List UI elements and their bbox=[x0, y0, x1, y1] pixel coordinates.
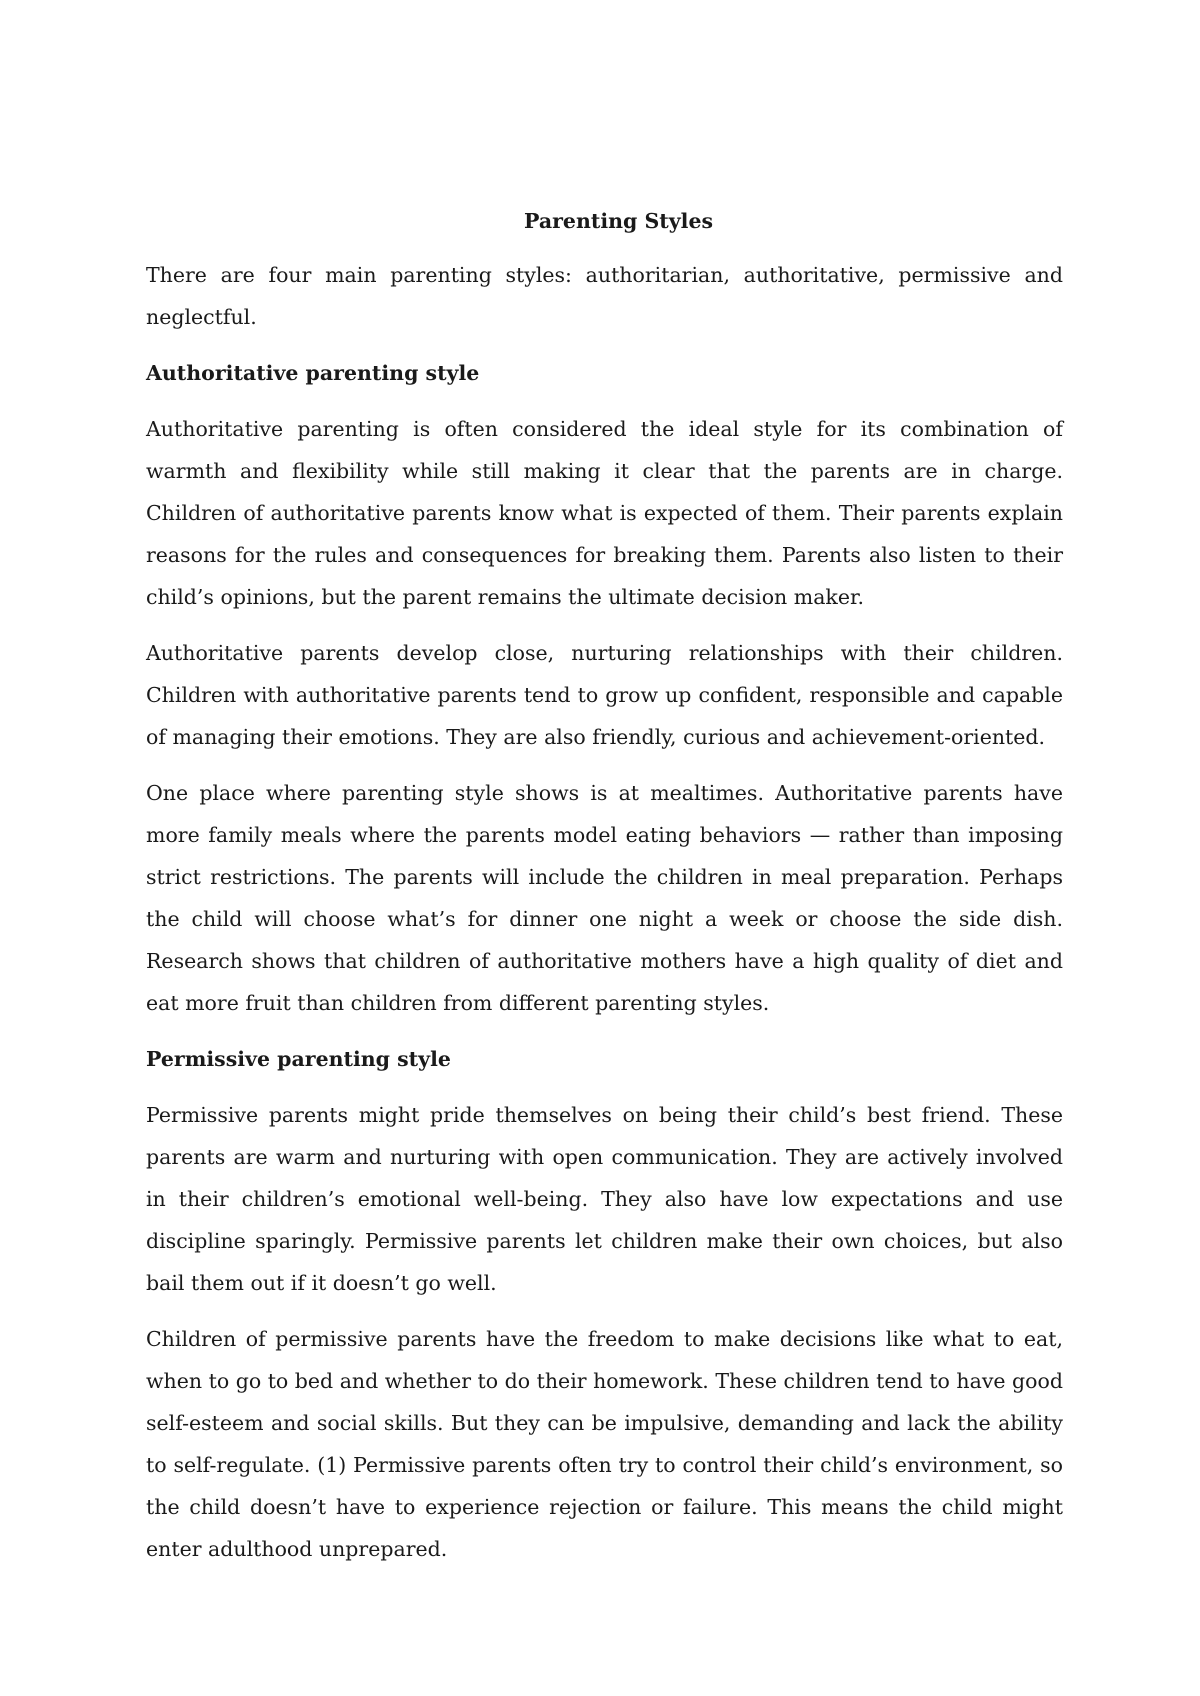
section-heading-permissive: Permissive parenting style bbox=[146, 1047, 451, 1071]
section-authoritative bbox=[146, 352, 1063, 1024]
paragraph: Permissive parents might pride themselves on being their child’s best friend. These parents are warm and nurturing with open communication. They are actively involved in their children’s emotional well-being. They also have low expectations and use discipline sparingly. Permissive parents let children make their own choices, but also bail them out if it doesn’t go well. bbox=[146, 1103, 1063, 1295]
intro-paragraph: There are four main parenting styles: authoritarian, authoritative, permissive and neglectful. bbox=[146, 263, 1063, 329]
paragraph: One place where parenting style shows is at mealtimes. Authoritative parents have more family meals where the parents model eating behaviors — rather than imposing strict restrictions. The parents will include the children in meal preparation. Perhaps the child will choose what’s for dinner one night a week or choose the side dish. Research shows that children of authoritative mothers have a high quality of diet and eat more fruit than children from different parenting styles. bbox=[146, 781, 1063, 1015]
document-title: Parenting Styles bbox=[523, 209, 714, 233]
paragraph: Authoritative parents develop close, nurturing relationships with their children. Children with authoritative parents tend to grow up confident, responsible and capable of managing their emotions. They are also friendly, curious and achievement-oriented. bbox=[146, 641, 1063, 749]
section-permissive bbox=[146, 1038, 1063, 1570]
document-page bbox=[146, 200, 1063, 1584]
paragraph: Authoritative parenting is often considered the ideal style for its combination of warmth and flexibility while still making it clear that the parents are in charge. Children of authoritative parents know what is expected of them. Their parents explain reasons for the rules and consequences for breaking them. Parents also listen to their child’s opinions, but the parent remains the ultimate decision maker. bbox=[146, 417, 1063, 609]
section-heading-authoritative: Authoritative parenting style bbox=[146, 361, 480, 385]
paragraph: Children of permissive parents have the freedom to make decisions like what to eat, when to go to bed and whether to do their homework. These children tend to have good self-esteem and social skills. But they can be impulsive, demanding and lack the ability to self-regulate. (1) Permissive parents often try to control their child’s environment, so the child doesn’t have to experience rejection or failure. This means the child might enter adulthood unprepared. bbox=[146, 1327, 1063, 1561]
